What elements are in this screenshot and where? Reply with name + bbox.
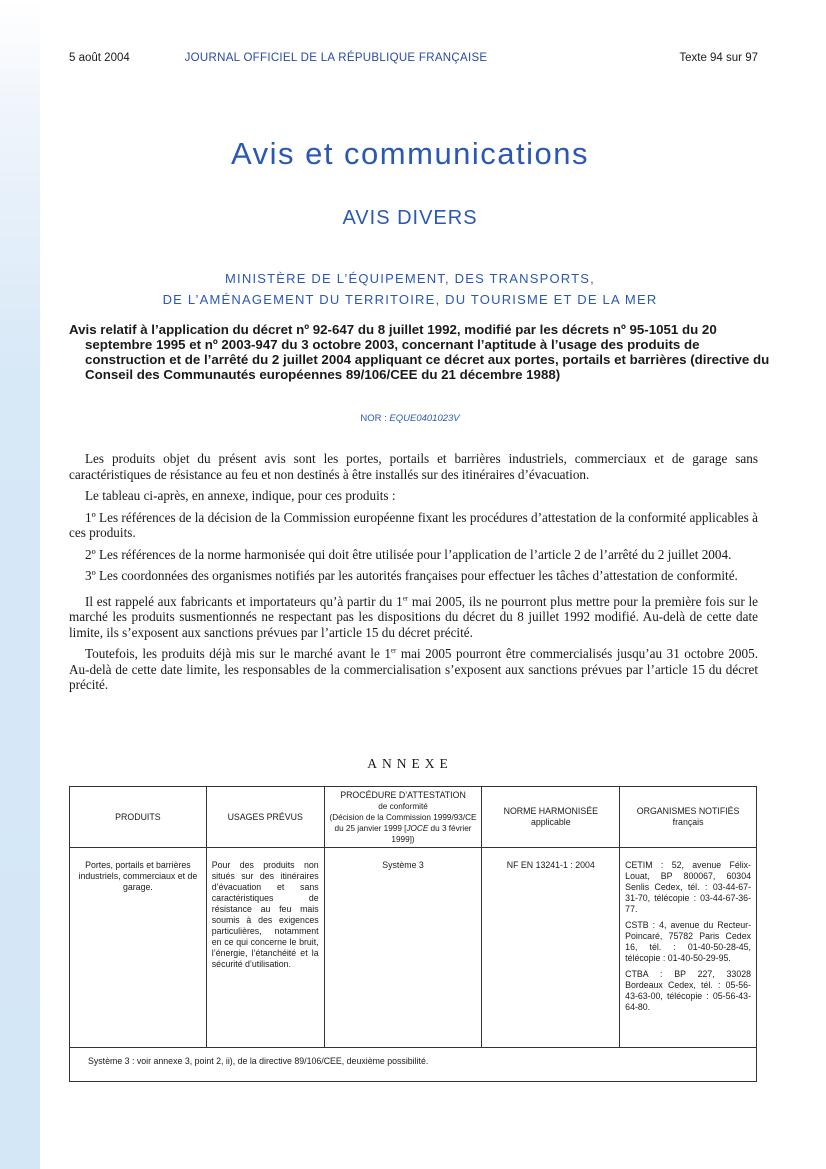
table-footnote: Système 3 : voir annexe 3, point 2, ii), de la directive 89/106/CEE, deuxième possibilité. — [70, 1048, 757, 1082]
paragraph: Il est rappelé aux fabricants et importateurs qu’à partir du 1er mai 2005, ils ne pourront plus mettre pour la première fois sur le marché les produits susmentionnés ne respectant pas les dispositions du décret du 8 juillet 1992 modifié. Au-delà de cette date limite, ils s’exposent aux sanctions prévues par l’article 15 du décret précité. — [69, 593, 759, 640]
nor-label: NOR : — [360, 413, 387, 424]
paragraph: 2º Les références de la norme harmonisée qui doit être utilisée pour l’application de l’article 2 de l’arrêté du 2 juillet 2004. — [85, 546, 732, 562]
annexe-title: ANNEXE — [367, 756, 453, 771]
cell-produits: Portes, portails et barrières industriels, commerciaux et de garage. — [70, 848, 207, 1048]
annex-table — [69, 786, 757, 1082]
paragraph: 3º Les coordonnées des organismes notifiés par les autorités françaises pour effectuer les tâches d’attestation de conformité. — [85, 568, 738, 583]
joce-label: JOCE — [406, 823, 429, 833]
paragraph: Les produits objet du présent avis sont les portes, portails et barrières industriels, commerciaux et de garage sans caractéristiques de résistance au feu et non destinés à être installés sur des itinéraires d’évacuation. — [69, 451, 758, 482]
header-norme-title: NORME HARMONISÉE — [503, 806, 598, 816]
section-title: Avis et communications — [230, 136, 590, 171]
header-procedure-sub: de conformité — [378, 801, 428, 811]
subsection-title: AVIS DIVERS — [342, 207, 478, 229]
avis-title: Avis relatif à l’application du décret nº 92-647 du 8 juillet 1992, modifié par les décrets nº 95-1051 du 20 septembre 1995 et nº 2003-947 du 3 octobre 2003, concernant l’aptitude à l’usage des produits de construction et de l’arrêté du 2 juillet 2004 appliquant ce décret aux portes, portails et barrières (directive du Conseil des Communautés européennes 89/106/CEE du 21 décembre 1988) — [69, 322, 770, 382]
paragraph: Le tableau ci-après, en annexe, indique, pour ces produits : — [85, 488, 396, 503]
header-produits: PRODUITS — [70, 787, 207, 848]
organisme-cstb: CSTB : 4, avenue du Recteur-Poincaré, 75782 Paris Cedex 16, tél. : 01-40-50-28-45, télécopie : 01-40-50-29-95. — [625, 920, 751, 963]
cell-procedure: Système 3 — [324, 848, 482, 1048]
header-usages: USAGES PRÉVUS — [206, 787, 324, 848]
nor-value: EQUE0401023V — [389, 413, 460, 424]
table-footnote-row — [70, 1048, 757, 1082]
paragraph: 1º Les références de la décision de la Commission européenne fixant les procédures d’attestation de la conformité applicables à ces produits. — [69, 509, 758, 540]
header-norme — [482, 787, 620, 848]
header-organismes-sub: français — [672, 817, 704, 827]
side-color-band — [0, 0, 40, 1169]
organisme-ctba: CTBA : BP 227, 33028 Bordeaux Cedex, tél. : 05-56-43-63-00, télécopie : 05-56-43-64-80. — [625, 969, 751, 1012]
nor-reference — [40, 413, 780, 424]
ministry-line-1: MINISTÈRE DE L’ÉQUIPEMENT, DES TRANSPORTS, — [225, 271, 595, 286]
header-procedure-decision — [329, 812, 478, 845]
header-journal-title: JOURNAL OFFICIEL DE LA RÉPUBLIQUE FRANÇAISE — [184, 52, 488, 64]
header-procedure-title: PROCÉDURE D’ATTESTATION — [340, 789, 466, 800]
header-norme-sub: applicable — [530, 817, 571, 827]
header-organismes-title: ORGANISMES NOTIFIÉS — [636, 806, 740, 816]
header-text-reference: Texte 94 sur 97 — [679, 52, 758, 64]
cell-usages: Pour des produits non situés sur des itinéraires d’évacuation et sans caractéristiques de résistance au feu mais soumis à des exigences particulières, notamment en ce qui concerne le bruit, l’énergie, l’étanchéité et la sécurité d’utilisation. — [206, 848, 324, 1048]
body-text — [69, 451, 758, 699]
ministry-line-2: DE L’AMÉNAGEMENT DU TERRITOIRE, DU TOURISME ET DE LA MER — [162, 292, 658, 307]
header-date: 5 août 2004 — [69, 52, 130, 64]
ministry-heading — [40, 268, 780, 310]
table-header-row — [70, 787, 757, 848]
document-page — [40, 0, 826, 1169]
decision-date: du 3 février 1999]) — [391, 823, 472, 844]
cell-organismes — [620, 848, 757, 1048]
header-organismes — [620, 787, 757, 848]
organisme-cetim: CETIM : 52, avenue Félix-Louat, BP 800067, 60304 Senlis Cedex, tél. : 03-44-67-31-70, télécopie : 03-44-67-36-77. — [625, 860, 751, 914]
decision-text: (Décision de la Commission 1999/93/CE du 25 janvier 1999 [ — [329, 812, 477, 833]
table-row — [70, 848, 757, 1048]
header-procedure — [324, 787, 482, 848]
cell-norme: NF EN 13241-1 : 2004 — [482, 848, 620, 1048]
paragraph: Toutefois, les produits déjà mis sur le marché avant le 1er mai 2005 pourront être commercialisés jusqu’au 31 octobre 2005. Au-delà de cette date limite, les responsables de la commercialisation s’exposent aux sanctions prévues par l’article 15 du décret précité. — [69, 646, 759, 692]
